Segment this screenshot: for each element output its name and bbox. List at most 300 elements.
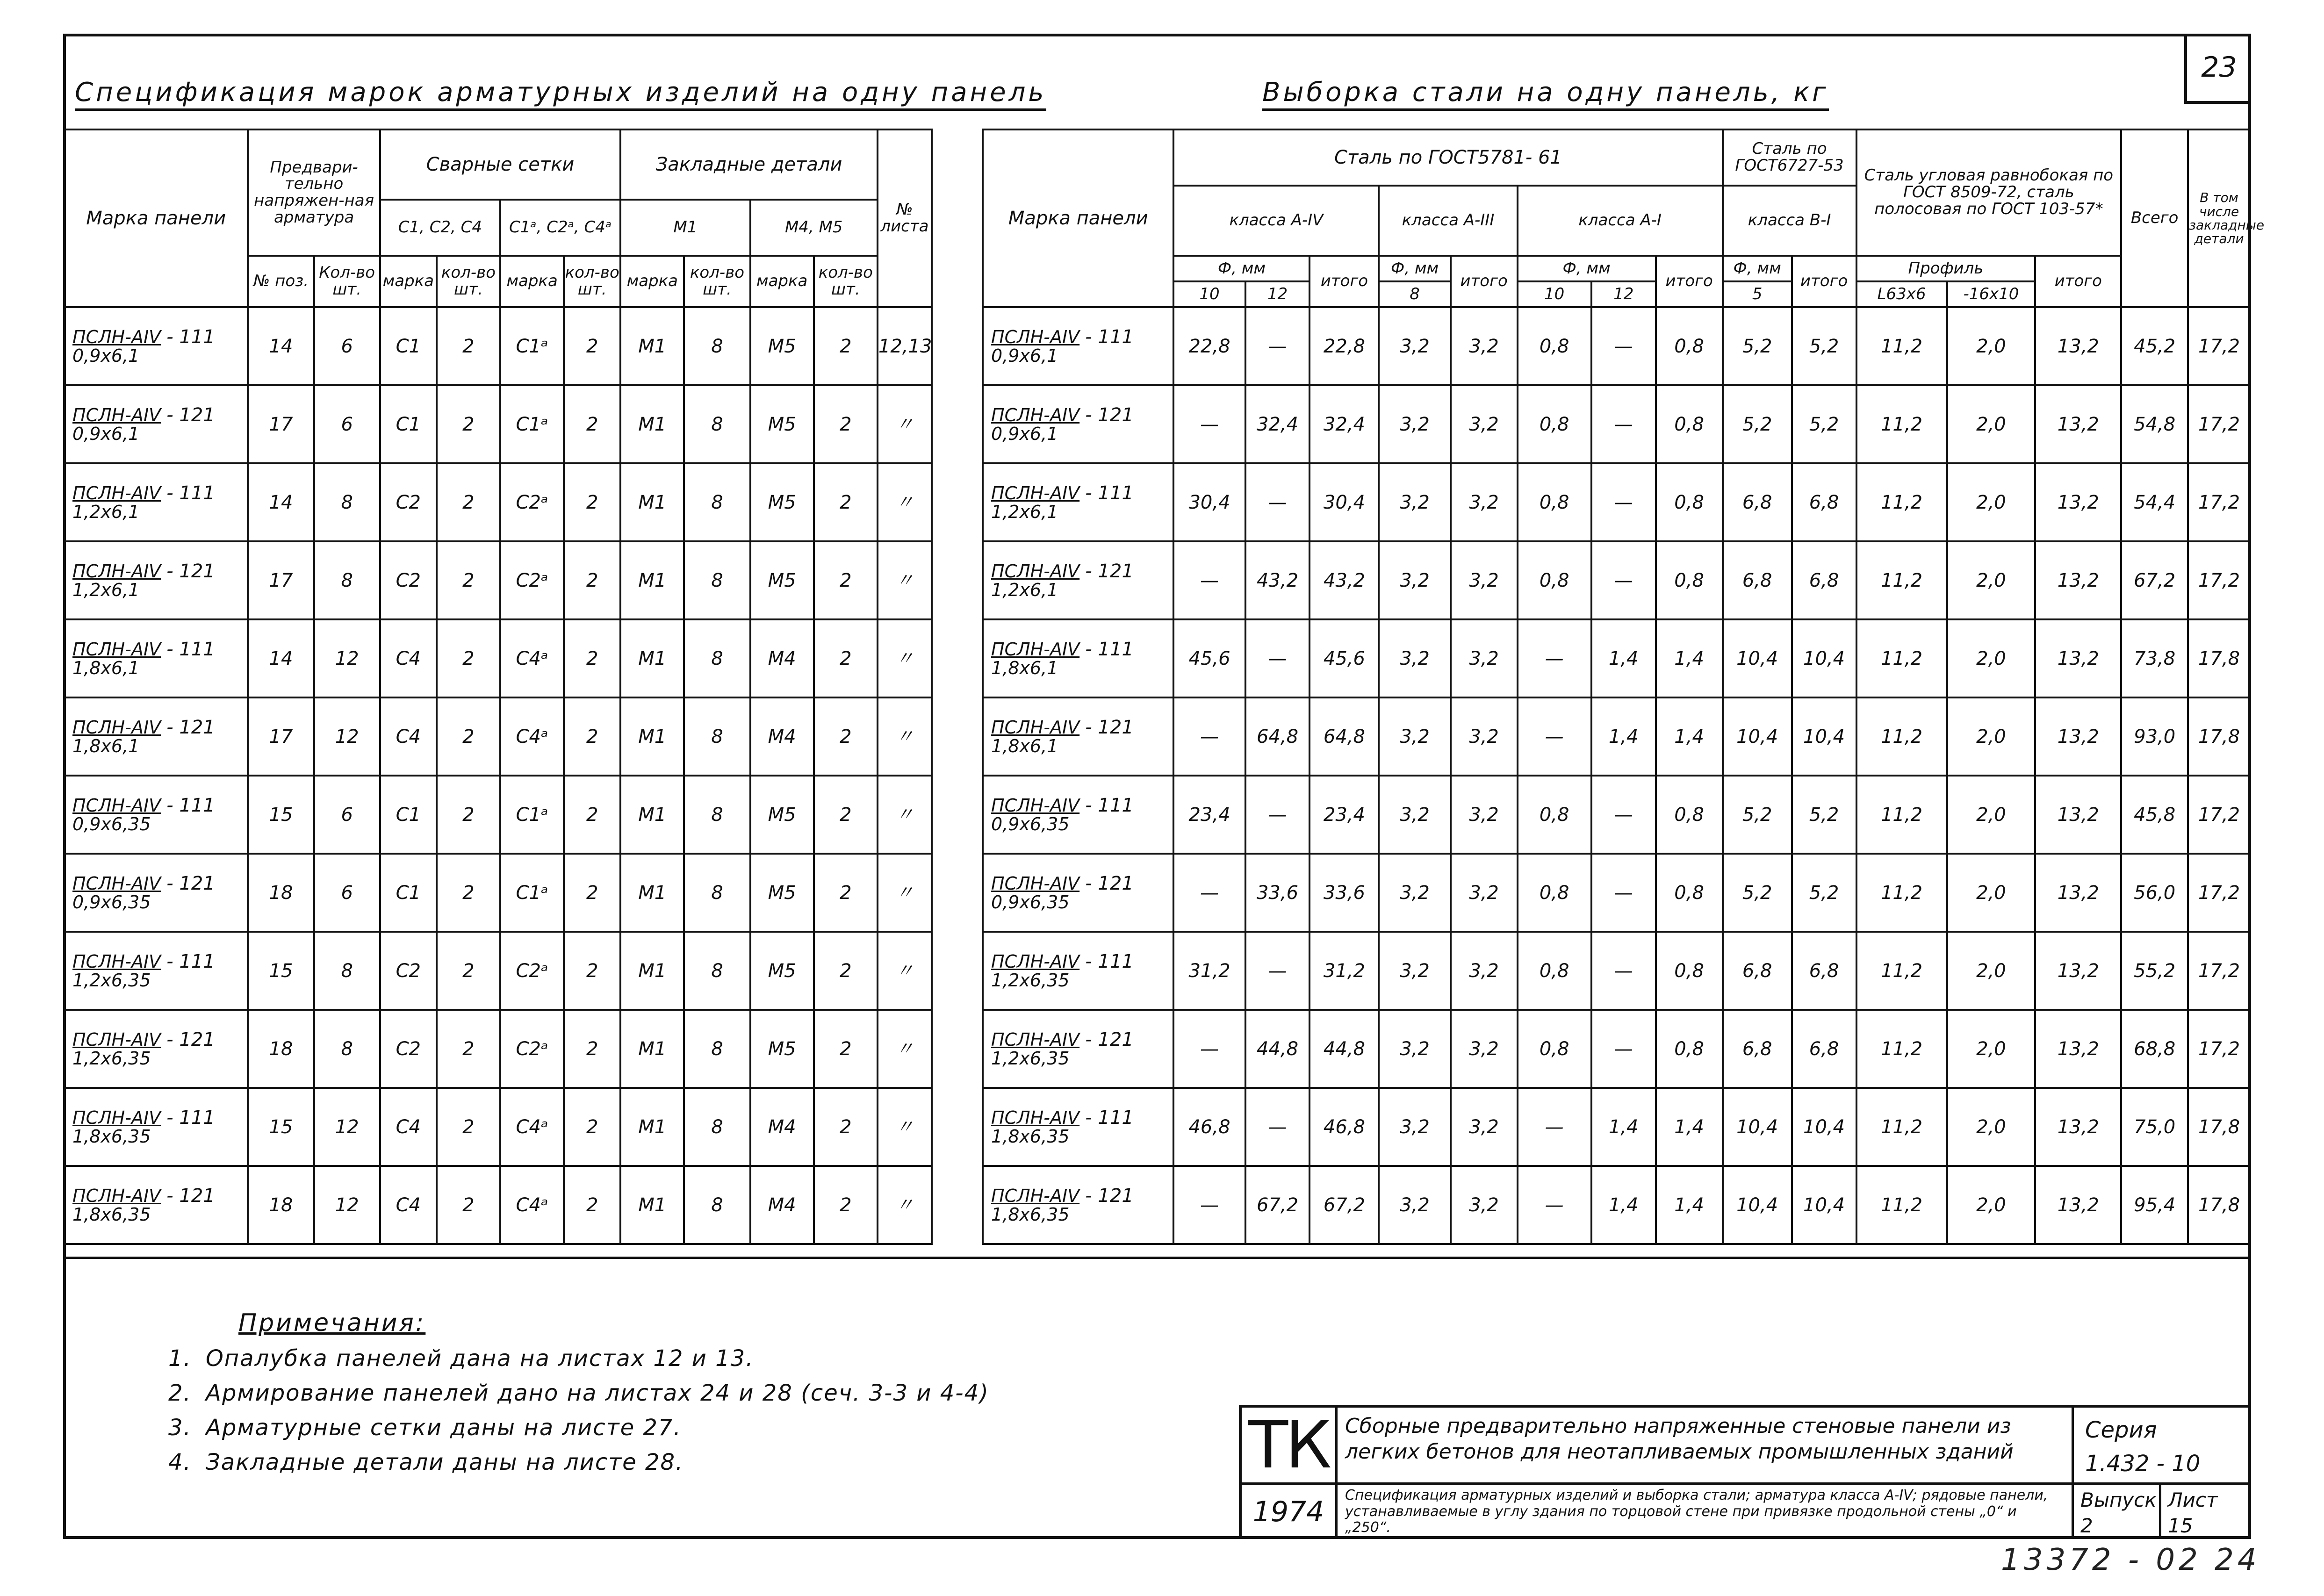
spec-cell-emb-b-qty: 2 xyxy=(814,307,878,385)
spec-cell-emb-b: М4 xyxy=(750,697,814,776)
panel-mark-size: 1,8х6,35 xyxy=(72,1126,151,1147)
spec-cell-net-a-qty: 2 xyxy=(437,776,500,854)
steel-cell-emb: 17,8 xyxy=(2188,1166,2250,1244)
steel-cell-bi-tot: 5,2 xyxy=(1792,307,1856,385)
spec-cell-emb-b: М5 xyxy=(750,776,814,854)
steel-cell-l63: 11,2 xyxy=(1856,697,1947,776)
spec-cell-emb-a: М1 xyxy=(620,697,684,776)
steel-table-title: Выборка стали на одну панель, кг xyxy=(1262,77,1829,111)
spec-cell-emb-b-qty: 2 xyxy=(814,1010,878,1088)
steel-header-dia: Ф, мм xyxy=(1379,256,1450,281)
panel-mark-size: 1,8х6,35 xyxy=(991,1126,1070,1147)
spec-cell-emb-a-qty: 8 xyxy=(684,1088,750,1166)
steel-cell-ai-tot: 0,8 xyxy=(1656,307,1723,385)
spec-cell-sheet: 〃 xyxy=(878,385,932,463)
spec-cell-pos: 18 xyxy=(248,1166,314,1244)
steel-cell-total: 55,2 xyxy=(2121,932,2188,1010)
spec-cell-mark xyxy=(64,697,248,776)
spec-cell-net-b-qty: 2 xyxy=(564,307,620,385)
steel-cell-aiv12: 33,6 xyxy=(1245,854,1310,932)
spec-cell-net-b-qty: 2 xyxy=(564,1166,620,1244)
spec-cell-mark xyxy=(64,307,248,385)
spec-cell-emb-a: М1 xyxy=(620,307,684,385)
steel-cell-ai-tot: 0,8 xyxy=(1656,463,1723,541)
steel-cell-ai12: — xyxy=(1591,1010,1656,1088)
steel-cell-prof-tot: 13,2 xyxy=(2035,1010,2121,1088)
steel-cell-bi-tot: 6,8 xyxy=(1792,1010,1856,1088)
steel-cell-ai12: — xyxy=(1591,541,1656,619)
steel-cell-bi-tot: 6,8 xyxy=(1792,463,1856,541)
steel-cell-aiv12: 32,4 xyxy=(1245,385,1310,463)
steel-cell-ai12: — xyxy=(1591,307,1656,385)
spec-cell-pos: 15 xyxy=(248,932,314,1010)
steel-cell-bi-tot: 5,2 xyxy=(1792,854,1856,932)
note-item: 2. Армирование панелей дано на листах 24 и 28 (сеч. 3-3 и 4-4) xyxy=(168,1380,989,1406)
spec-cell-emb-a: М1 xyxy=(620,463,684,541)
steel-header-subtotal: итого xyxy=(1451,256,1518,307)
spec-cell-mark xyxy=(64,541,248,619)
spec-cell-sheet: 〃 xyxy=(878,1166,932,1244)
steel-cell-bi5: 5,2 xyxy=(1723,776,1792,854)
spec-cell-net-a-qty: 2 xyxy=(437,1010,500,1088)
spec-cell-sheet: 〃 xyxy=(878,854,932,932)
spec-cell-pos: 17 xyxy=(248,385,314,463)
steel-header-d5: 5 xyxy=(1723,281,1792,307)
steel-cell-bi-tot: 10,4 xyxy=(1792,1166,1856,1244)
steel-header-total: Всего xyxy=(2121,129,2188,307)
steel-header-dia: Ф, мм xyxy=(1173,256,1309,281)
steel-header-dia: Ф, мм xyxy=(1723,256,1792,281)
title-block-issue xyxy=(2072,1485,2161,1539)
steel-cell-bi5: 6,8 xyxy=(1723,541,1792,619)
spec-cell-qty: 12 xyxy=(314,1166,380,1244)
steel-cell-l63: 11,2 xyxy=(1856,854,1947,932)
steel-cell-aiii8: 3,2 xyxy=(1379,385,1450,463)
steel-cell-total: 54,4 xyxy=(2121,463,2188,541)
steel-row xyxy=(983,1010,2250,1088)
spec-row xyxy=(64,307,932,385)
spec-cell-emb-a-qty: 8 xyxy=(684,463,750,541)
steel-cell-l63: 11,2 xyxy=(1856,463,1947,541)
steel-cell-l63: 11,2 xyxy=(1856,1010,1947,1088)
panel-mark-suffix: - 121 xyxy=(166,1185,215,1207)
spec-cell-emb-a: М1 xyxy=(620,619,684,697)
spec-cell-pos: 14 xyxy=(248,307,314,385)
steel-cell-aiii8: 3,2 xyxy=(1379,1088,1450,1166)
panel-mark-suffix: - 111 xyxy=(166,482,215,504)
steel-cell-s16: 2,0 xyxy=(1947,1166,2036,1244)
steel-cell-aiii8: 3,2 xyxy=(1379,776,1450,854)
steel-cell-s16: 2,0 xyxy=(1947,697,2036,776)
steel-cell-bi-tot: 6,8 xyxy=(1792,932,1856,1010)
steel-cell-aiv-tot: 46,8 xyxy=(1309,1088,1379,1166)
steel-cell-prof-tot: 13,2 xyxy=(2035,307,2121,385)
steel-cell-ai12: 1,4 xyxy=(1591,697,1656,776)
steel-cell-mark xyxy=(983,932,1173,1010)
steel-cell-aiv10: — xyxy=(1173,697,1245,776)
spec-cell-emb-b-qty: 2 xyxy=(814,697,878,776)
spec-cell-mark xyxy=(64,619,248,697)
title-block-subtitle: Спецификация арматурных изделий и выборка стали; арматура класса А-IV; рядовые панели, устанавливаемые в углу здания по торцовой стене при привязке продольной стены „0“ и „250“. xyxy=(1345,1487,2048,1536)
steel-cell-aiv10: — xyxy=(1173,1010,1245,1088)
spec-cell-net-a-qty: 2 xyxy=(437,385,500,463)
steel-cell-aiv-tot: 23,4 xyxy=(1309,776,1379,854)
panel-mark-suffix: - 111 xyxy=(1085,950,1134,972)
steel-cell-aiv-tot: 33,6 xyxy=(1309,854,1379,932)
spec-cell-net-a-qty: 2 xyxy=(437,1166,500,1244)
steel-cell-ai10: 0,8 xyxy=(1518,385,1591,463)
spec-cell-emb-b: М4 xyxy=(750,619,814,697)
spec-cell-net-a: С4 xyxy=(380,1088,437,1166)
steel-cell-emb: 17,2 xyxy=(2188,463,2250,541)
steel-header-embedded: В том числе закладные детали xyxy=(2188,129,2250,307)
spec-cell-emb-b-qty: 2 xyxy=(814,541,878,619)
steel-cell-aiv10: 45,6 xyxy=(1173,619,1245,697)
steel-cell-total: 45,8 xyxy=(2121,776,2188,854)
steel-cell-aiii8: 3,2 xyxy=(1379,619,1450,697)
spec-cell-qty: 6 xyxy=(314,854,380,932)
spec-cell-pos: 14 xyxy=(248,463,314,541)
spec-cell-net-b-qty: 2 xyxy=(564,619,620,697)
spec-cell-net-b: С1ᵃ xyxy=(500,854,564,932)
panel-mark-size: 0,9х6,35 xyxy=(991,813,1070,834)
steel-cell-aiv-tot: 43,2 xyxy=(1309,541,1379,619)
steel-cell-ai-tot: 0,8 xyxy=(1656,541,1723,619)
steel-header-subtotal: итого xyxy=(1309,256,1379,307)
spec-header-qty: Кол-во шт. xyxy=(314,256,380,307)
panel-mark-size: 0,9х6,1 xyxy=(72,345,140,366)
panel-mark-top: ПСЛН-АIV xyxy=(991,326,1080,347)
steel-cell-aiii-tot: 3,2 xyxy=(1451,932,1518,1010)
spec-cell-emb-a-qty: 8 xyxy=(684,776,750,854)
spec-cell-net-b-qty: 2 xyxy=(564,932,620,1010)
spec-cell-emb-b-qty: 2 xyxy=(814,619,878,697)
steel-cell-s16: 2,0 xyxy=(1947,619,2036,697)
steel-cell-aiv12: 43,2 xyxy=(1245,541,1310,619)
spec-row xyxy=(64,776,932,854)
steel-cell-emb: 17,8 xyxy=(2188,697,2250,776)
panel-mark-suffix: - 121 xyxy=(1085,1185,1134,1207)
steel-row xyxy=(983,854,2250,932)
title-block xyxy=(1239,1405,2251,1539)
spec-cell-sheet: 〃 xyxy=(878,697,932,776)
steel-cell-l63: 11,2 xyxy=(1856,307,1947,385)
steel-cell-ai10: — xyxy=(1518,619,1591,697)
steel-row xyxy=(983,307,2250,385)
steel-cell-s16: 2,0 xyxy=(1947,1010,2036,1088)
spec-cell-net-b: С4ᵃ xyxy=(500,1166,564,1244)
steel-cell-ai-tot: 1,4 xyxy=(1656,1166,1723,1244)
steel-cell-aiv12: — xyxy=(1245,307,1310,385)
panel-mark-suffix: - 111 xyxy=(166,1107,215,1129)
steel-cell-bi5: 6,8 xyxy=(1723,932,1792,1010)
steel-cell-bi5: 5,2 xyxy=(1723,307,1792,385)
series-value: 1.432 - 10 xyxy=(2085,1451,2201,1477)
steel-cell-aiv10: — xyxy=(1173,385,1245,463)
steel-cell-aiii-tot: 3,2 xyxy=(1451,541,1518,619)
spec-cell-qty: 12 xyxy=(314,619,380,697)
steel-row xyxy=(983,932,2250,1010)
steel-header-d12: 12 xyxy=(1245,281,1310,307)
steel-cell-aiv-tot: 30,4 xyxy=(1309,463,1379,541)
steel-row xyxy=(983,385,2250,463)
sheet-value: 15 xyxy=(2168,1514,2193,1537)
spec-cell-emb-b-qty: 2 xyxy=(814,854,878,932)
panel-mark-size: 0,9х6,35 xyxy=(991,891,1070,913)
spec-cell-net-b: С2ᵃ xyxy=(500,463,564,541)
steel-header-class-aiv: класса А-IV xyxy=(1173,186,1379,256)
notes xyxy=(168,1309,989,1475)
spec-cell-sheet: 〃 xyxy=(878,619,932,697)
steel-cell-aiv-tot: 22,8 xyxy=(1309,307,1379,385)
spec-cell-emb-b-qty: 2 xyxy=(814,463,878,541)
steel-cell-ai-tot: 1,4 xyxy=(1656,697,1723,776)
panel-mark-size: 1,8х6,1 xyxy=(72,735,140,756)
panel-mark-top: ПСЛН-АIV xyxy=(72,404,161,425)
spec-cell-emb-b-qty: 2 xyxy=(814,385,878,463)
panel-mark-top: ПСЛН-АIV xyxy=(72,1029,161,1050)
steel-cell-aiii8: 3,2 xyxy=(1379,1166,1450,1244)
steel-cell-total: 95,4 xyxy=(2121,1166,2188,1244)
panel-mark-top: ПСЛН-АIV xyxy=(991,639,1080,660)
steel-cell-l63: 11,2 xyxy=(1856,932,1947,1010)
panel-mark-size: 1,8х6,35 xyxy=(72,1204,151,1225)
spec-header-emb-b: М4, М5 xyxy=(750,200,878,256)
spec-cell-mark xyxy=(64,385,248,463)
panel-mark-top: ПСЛН-АIV xyxy=(991,404,1080,425)
steel-header-d12: 12 xyxy=(1591,281,1656,307)
steel-cell-aiii8: 3,2 xyxy=(1379,1010,1450,1088)
title-block-title: Сборные предварительно напряженные стеновые панели из легких бетонов для неотапливаемых промышленных зданий xyxy=(1338,1408,2072,1485)
spec-cell-net-b: С4ᵃ xyxy=(500,697,564,776)
spec-table xyxy=(63,129,933,1245)
steel-header-subtotal: итого xyxy=(1656,256,1723,307)
spec-cell-net-b: С2ᵃ xyxy=(500,1010,564,1088)
steel-row xyxy=(983,1166,2250,1244)
spec-cell-emb-a: М1 xyxy=(620,854,684,932)
steel-cell-aiii-tot: 3,2 xyxy=(1451,854,1518,932)
steel-cell-ai12: 1,4 xyxy=(1591,619,1656,697)
steel-cell-aiii-tot: 3,2 xyxy=(1451,619,1518,697)
spec-table-title: Спецификация марок арматурных изделий на одну панель xyxy=(75,77,1046,111)
panel-mark-top: ПСЛН-АIV xyxy=(72,951,161,972)
spec-header-prestress: Предвари-тельно напряжен-ная арматура xyxy=(248,129,380,256)
spec-cell-pos: 17 xyxy=(248,697,314,776)
panel-mark-top: ПСЛН-АIV xyxy=(72,1107,161,1128)
panel-mark-suffix: - 111 xyxy=(1085,794,1134,816)
steel-cell-l63: 11,2 xyxy=(1856,776,1947,854)
steel-row xyxy=(983,463,2250,541)
spec-cell-net-a: С1 xyxy=(380,854,437,932)
steel-cell-aiii-tot: 3,2 xyxy=(1451,307,1518,385)
panel-mark-top: ПСЛН-АIV xyxy=(72,717,161,738)
spec-cell-qty: 12 xyxy=(314,1088,380,1166)
steel-header-subtotal: итого xyxy=(2035,256,2121,307)
spec-cell-mark xyxy=(64,932,248,1010)
steel-cell-ai12: — xyxy=(1591,463,1656,541)
spec-row xyxy=(64,1010,932,1088)
spec-cell-emb-a: М1 xyxy=(620,1010,684,1088)
spec-cell-net-b: С2ᵃ xyxy=(500,541,564,619)
spec-cell-emb-b: М5 xyxy=(750,385,814,463)
steel-cell-mark xyxy=(983,541,1173,619)
spec-cell-mark xyxy=(64,854,248,932)
spec-header-qty-col: кол-во шт. xyxy=(564,256,620,307)
spec-cell-net-b: С1ᵃ xyxy=(500,307,564,385)
tk-logo: ТК xyxy=(1248,1407,1329,1483)
panel-mark-size: 1,8х6,35 xyxy=(991,1204,1070,1225)
spec-cell-emb-b: М4 xyxy=(750,1166,814,1244)
spec-cell-sheet: 〃 xyxy=(878,1088,932,1166)
steel-cell-ai12: — xyxy=(1591,776,1656,854)
steel-cell-ai10: 0,8 xyxy=(1518,854,1591,932)
notes-title: Примечания: xyxy=(238,1309,426,1337)
spec-cell-net-a: С2 xyxy=(380,932,437,1010)
spec-cell-net-a-qty: 2 xyxy=(437,854,500,932)
spec-row xyxy=(64,697,932,776)
steel-cell-total: 68,8 xyxy=(2121,1010,2188,1088)
spec-row xyxy=(64,541,932,619)
steel-cell-bi5: 6,8 xyxy=(1723,1010,1792,1088)
steel-cell-aiii8: 3,2 xyxy=(1379,463,1450,541)
steel-cell-aiv10: 30,4 xyxy=(1173,463,1245,541)
panel-mark-size: 1,8х6,1 xyxy=(991,657,1058,678)
spec-cell-pos: 18 xyxy=(248,1010,314,1088)
steel-header-class-bi: класса В-I xyxy=(1723,186,1856,256)
steel-cell-total: 56,0 xyxy=(2121,854,2188,932)
spec-cell-emb-a: М1 xyxy=(620,1166,684,1244)
spec-cell-net-a: С4 xyxy=(380,697,437,776)
steel-cell-prof-tot: 13,2 xyxy=(2035,541,2121,619)
steel-cell-mark xyxy=(983,1166,1173,1244)
spec-cell-net-b-qty: 2 xyxy=(564,1088,620,1166)
panel-mark-suffix: - 121 xyxy=(166,716,215,738)
steel-cell-prof-tot: 13,2 xyxy=(2035,463,2121,541)
steel-cell-aiv-tot: 31,2 xyxy=(1309,932,1379,1010)
spec-cell-net-a-qty: 2 xyxy=(437,932,500,1010)
spec-cell-emb-a: М1 xyxy=(620,541,684,619)
panel-mark-top: ПСЛН-АIV xyxy=(991,1107,1080,1128)
spec-cell-emb-a-qty: 8 xyxy=(684,619,750,697)
spec-cell-emb-b: М5 xyxy=(750,854,814,932)
spec-cell-pos: 18 xyxy=(248,854,314,932)
steel-header-gost5781: Сталь по ГОСТ5781- 61 xyxy=(1173,129,1722,186)
steel-cell-ai10: 0,8 xyxy=(1518,776,1591,854)
panel-mark-suffix: - 111 xyxy=(166,326,215,348)
panel-mark-top: ПСЛН-АIV xyxy=(991,717,1080,738)
steel-cell-aiv-tot: 67,2 xyxy=(1309,1166,1379,1244)
panel-mark-suffix: - 111 xyxy=(1085,482,1134,504)
steel-cell-ai10: 0,8 xyxy=(1518,932,1591,1010)
steel-cell-bi-tot: 6,8 xyxy=(1792,541,1856,619)
spec-cell-emb-b: М4 xyxy=(750,1088,814,1166)
panel-mark-size: 0,9х6,35 xyxy=(72,891,151,913)
steel-cell-mark xyxy=(983,776,1173,854)
steel-header-d8: 8 xyxy=(1379,281,1450,307)
steel-cell-ai10: 0,8 xyxy=(1518,463,1591,541)
spec-header-qty-col: кол-во шт. xyxy=(814,256,878,307)
spec-cell-emb-a: М1 xyxy=(620,932,684,1010)
spec-cell-net-b-qty: 2 xyxy=(564,541,620,619)
spec-header-qty-col: кол-во шт. xyxy=(437,256,500,307)
spec-header-sheet: № листа xyxy=(878,129,932,307)
steel-cell-ai10: 0,8 xyxy=(1518,307,1591,385)
steel-cell-ai-tot: 1,4 xyxy=(1656,1088,1723,1166)
steel-row xyxy=(983,619,2250,697)
steel-cell-s16: 2,0 xyxy=(1947,541,2036,619)
series-label: Серия xyxy=(2085,1417,2157,1443)
steel-cell-l63: 11,2 xyxy=(1856,619,1947,697)
steel-cell-emb: 17,2 xyxy=(2188,854,2250,932)
spec-header-nets-a: С1, С2, С4 xyxy=(380,200,500,256)
steel-cell-emb: 17,8 xyxy=(2188,1088,2250,1166)
steel-cell-total: 75,0 xyxy=(2121,1088,2188,1166)
steel-cell-mark xyxy=(983,1088,1173,1166)
title-block-series xyxy=(2072,1408,2251,1485)
spec-row xyxy=(64,1088,932,1166)
spec-cell-net-a-qty: 2 xyxy=(437,697,500,776)
steel-cell-total: 45,2 xyxy=(2121,307,2188,385)
steel-cell-aiv-tot: 64,8 xyxy=(1309,697,1379,776)
steel-cell-emb: 17,2 xyxy=(2188,1010,2250,1088)
spec-cell-net-b-qty: 2 xyxy=(564,854,620,932)
steel-header-mark: Марка панели xyxy=(983,129,1173,307)
archive-stamp: 13372 - 02 24 xyxy=(2001,1543,2260,1577)
panel-mark-size: 1,2х6,35 xyxy=(991,970,1070,991)
steel-cell-aiv12: — xyxy=(1245,1088,1310,1166)
spec-header-emb-a: М1 xyxy=(620,200,750,256)
steel-cell-mark xyxy=(983,385,1173,463)
note-item: 4. Закладные детали даны на листе 28. xyxy=(168,1449,684,1475)
steel-header-subtotal: итого xyxy=(1792,256,1856,307)
steel-table xyxy=(982,129,2265,1245)
spec-cell-net-a: С1 xyxy=(380,307,437,385)
spec-cell-pos: 15 xyxy=(248,776,314,854)
steel-cell-l63: 11,2 xyxy=(1856,1166,1947,1244)
panel-mark-top: ПСЛН-АIV xyxy=(991,1185,1080,1206)
steel-cell-prof-tot: 13,2 xyxy=(2035,1166,2121,1244)
steel-header-d10: 10 xyxy=(1518,281,1591,307)
title-block-year: 1974 xyxy=(1242,1485,1338,1539)
spec-cell-mark xyxy=(64,1010,248,1088)
panel-mark-suffix: - 121 xyxy=(166,404,215,426)
spec-cell-net-a: С4 xyxy=(380,619,437,697)
steel-cell-aiv12: 64,8 xyxy=(1245,697,1310,776)
steel-row xyxy=(983,541,2250,619)
steel-cell-ai-tot: 0,8 xyxy=(1656,932,1723,1010)
spec-header-mark: Марка панели xyxy=(64,129,248,307)
steel-cell-aiv10: 46,8 xyxy=(1173,1088,1245,1166)
steel-cell-aiii-tot: 3,2 xyxy=(1451,1166,1518,1244)
spec-cell-net-a: С1 xyxy=(380,776,437,854)
panel-mark-size: 0,9х6,35 xyxy=(72,813,151,834)
steel-header-angle-steel: Сталь угловая равнобокая по ГОСТ 8509-72, сталь полосовая по ГОСТ 103-57* xyxy=(1856,129,2122,256)
panel-mark-top: ПСЛН-АIV xyxy=(72,639,161,660)
steel-cell-aiii-tot: 3,2 xyxy=(1451,697,1518,776)
panel-mark-top: ПСЛН-АIV xyxy=(991,873,1080,894)
spec-header-nets: Сварные сетки xyxy=(380,129,620,200)
panel-mark-size: 1,2х6,35 xyxy=(72,1048,151,1069)
steel-row xyxy=(983,1088,2250,1166)
spec-cell-emb-a-qty: 8 xyxy=(684,385,750,463)
steel-cell-bi-tot: 10,4 xyxy=(1792,697,1856,776)
steel-cell-l63: 11,2 xyxy=(1856,541,1947,619)
spec-header-mark-col: марка xyxy=(750,256,814,307)
panel-mark-suffix: - 121 xyxy=(166,872,215,894)
steel-cell-ai-tot: 0,8 xyxy=(1656,776,1723,854)
steel-cell-prof-tot: 13,2 xyxy=(2035,385,2121,463)
steel-cell-aiv12: 44,8 xyxy=(1245,1010,1310,1088)
